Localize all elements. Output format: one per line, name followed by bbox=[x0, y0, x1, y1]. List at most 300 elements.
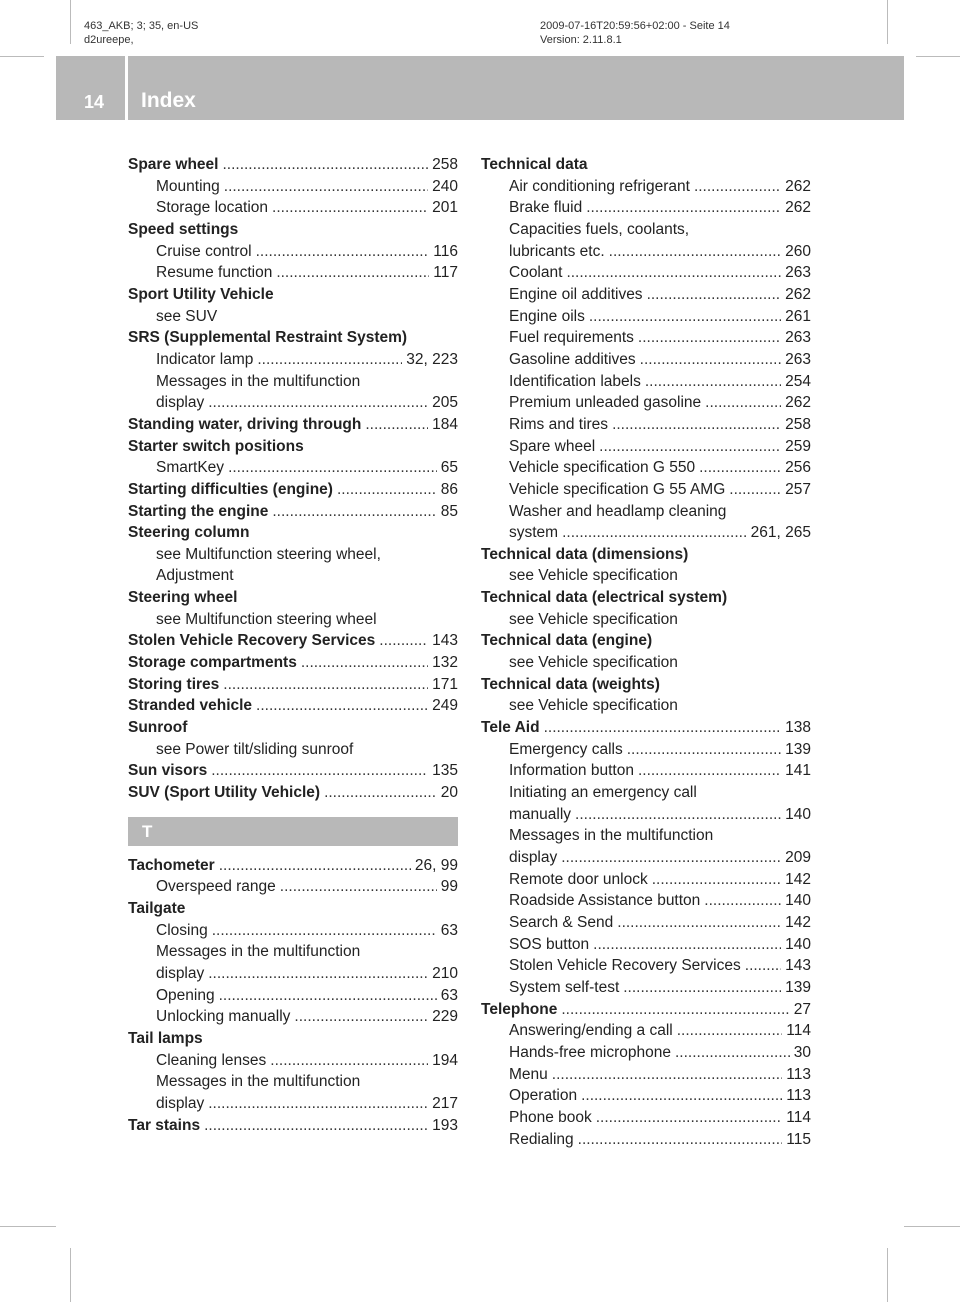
index-subentry bbox=[128, 306, 458, 328]
index-subentry bbox=[481, 1042, 811, 1064]
entry-text: Engine oils bbox=[509, 307, 585, 325]
entry-page: 210 bbox=[432, 964, 458, 982]
entry-text: Brake fluid bbox=[509, 199, 583, 217]
dot-leader bbox=[280, 876, 437, 898]
index-subentry bbox=[481, 825, 811, 847]
entry-text: Answering/ending a call bbox=[509, 1022, 673, 1040]
index-subentry bbox=[481, 695, 811, 717]
index-subentry bbox=[128, 349, 458, 371]
entry-page: 217 bbox=[432, 1094, 458, 1112]
index-subentry bbox=[481, 284, 811, 306]
entry-page: 257 bbox=[785, 480, 811, 498]
entry-text: Starting the engine bbox=[128, 502, 269, 520]
entry-text: Tailgate bbox=[128, 900, 186, 917]
entry-text: Tar stains bbox=[128, 1116, 201, 1134]
dot-leader bbox=[677, 1020, 783, 1042]
index-subentry bbox=[481, 804, 811, 826]
index-entry bbox=[128, 695, 458, 717]
dot-leader bbox=[623, 977, 781, 999]
entry-text: see Power tilt/sliding sunroof bbox=[156, 740, 354, 758]
index-subentry bbox=[128, 963, 458, 985]
entry-text: system bbox=[509, 524, 559, 542]
index-subentry bbox=[481, 436, 811, 458]
dot-leader bbox=[365, 414, 428, 436]
index-entry bbox=[128, 284, 458, 306]
dot-leader bbox=[640, 349, 781, 371]
entry-text: Storage location bbox=[156, 199, 269, 217]
index-subentry bbox=[128, 262, 458, 284]
index-subentry bbox=[128, 197, 458, 219]
entry-text: Technical data bbox=[481, 156, 588, 173]
index-subentry bbox=[481, 782, 811, 804]
index-subentry bbox=[128, 985, 458, 1007]
dot-leader bbox=[638, 327, 781, 349]
index-subentry bbox=[128, 457, 458, 479]
entry-page: 141 bbox=[785, 762, 811, 780]
entry-text: Messages in the multifunction bbox=[156, 943, 361, 961]
dot-leader bbox=[223, 674, 428, 696]
crop-mark bbox=[904, 1226, 960, 1227]
entry-page: 116 bbox=[433, 242, 458, 260]
dot-leader bbox=[586, 197, 781, 219]
dot-leader bbox=[704, 890, 781, 912]
entry-page: 99 bbox=[440, 878, 458, 896]
index-entry bbox=[128, 717, 458, 739]
index-subentry bbox=[128, 1006, 458, 1028]
entry-text: Starting difficulties (engine) bbox=[128, 480, 333, 498]
index-subentry bbox=[481, 371, 811, 393]
entry-page: 240 bbox=[432, 177, 458, 195]
entry-text: SOS button bbox=[509, 935, 590, 953]
index-subentry bbox=[128, 739, 458, 761]
index-entry bbox=[481, 674, 811, 696]
index-subentry bbox=[481, 869, 811, 891]
entry-text: Indicator lamp bbox=[156, 350, 254, 368]
entry-text: Information button bbox=[509, 762, 634, 780]
index-entry bbox=[481, 999, 811, 1021]
dot-leader bbox=[208, 1093, 428, 1115]
entry-text: Steering wheel bbox=[128, 589, 238, 607]
entry-text: Stolen Vehicle Recovery Services bbox=[128, 632, 376, 650]
index-subentry bbox=[128, 920, 458, 942]
entry-text: see SUV bbox=[156, 307, 218, 325]
index-subentry bbox=[481, 392, 811, 414]
index-subentry bbox=[128, 1093, 458, 1115]
index-entry bbox=[128, 1115, 458, 1137]
entry-text: Resume function bbox=[156, 264, 273, 282]
entry-text: see Multifunction steering wheel bbox=[156, 610, 377, 628]
index-subentry bbox=[481, 1085, 811, 1107]
entry-page: 171 bbox=[432, 675, 458, 693]
entry-page: 26, 99 bbox=[414, 856, 458, 874]
index-subentry bbox=[481, 977, 811, 999]
dot-leader bbox=[270, 1050, 428, 1072]
dot-leader bbox=[552, 1064, 783, 1086]
entry-page: 135 bbox=[432, 762, 458, 780]
dot-leader bbox=[627, 739, 781, 761]
index-entry bbox=[128, 782, 458, 804]
index-subentry bbox=[481, 652, 811, 674]
entry-text: Tele Aid bbox=[481, 719, 540, 737]
entry-page: 259 bbox=[785, 437, 811, 455]
dot-leader bbox=[617, 912, 781, 934]
section-header-t: T bbox=[128, 817, 458, 846]
page-title: Index bbox=[141, 89, 196, 112]
crop-mark bbox=[0, 56, 44, 57]
index-subentry bbox=[481, 522, 811, 544]
entry-text: Technical data (electrical system) bbox=[481, 589, 728, 607]
entry-text: Overspeed range bbox=[156, 878, 276, 896]
entry-text: display bbox=[156, 964, 205, 982]
index-entry bbox=[481, 630, 811, 652]
entry-text: Hands-free microphone bbox=[509, 1043, 671, 1061]
index-subentry bbox=[481, 1064, 811, 1086]
index-subentry bbox=[128, 876, 458, 898]
entry-page: 85 bbox=[440, 502, 458, 520]
dot-leader bbox=[257, 349, 402, 371]
dot-leader bbox=[694, 176, 781, 198]
index-subentry bbox=[481, 176, 811, 198]
dot-leader bbox=[272, 197, 428, 219]
entry-page: 86 bbox=[440, 480, 458, 498]
dot-leader bbox=[561, 999, 789, 1021]
index-subentry bbox=[481, 306, 811, 328]
index-subentry bbox=[128, 565, 458, 587]
index-subentry bbox=[481, 890, 811, 912]
dot-leader bbox=[581, 1085, 782, 1107]
entry-text: System self-test bbox=[509, 978, 620, 996]
dot-leader bbox=[272, 501, 436, 523]
index-entry bbox=[128, 436, 458, 458]
dot-leader bbox=[256, 241, 430, 263]
entry-text: see Vehicle specification bbox=[509, 654, 678, 672]
print-meta-timestamp: 2009-07-16T20:59:56+02:00 - Seite 14 bbox=[540, 20, 730, 32]
index-subentry bbox=[481, 197, 811, 219]
index-subentry bbox=[481, 934, 811, 956]
entry-text: Stolen Vehicle Recovery Services bbox=[509, 957, 741, 975]
entry-text: SmartKey bbox=[156, 459, 225, 477]
entry-text: Adjustment bbox=[156, 567, 234, 585]
entry-text: Spare wheel bbox=[128, 156, 219, 173]
dot-leader bbox=[593, 934, 781, 956]
index-subentry bbox=[481, 760, 811, 782]
entry-page: 132 bbox=[432, 654, 458, 672]
page-number: 14 bbox=[84, 92, 105, 112]
entry-page: 140 bbox=[785, 892, 811, 910]
index-entry bbox=[128, 501, 458, 523]
entry-page: 143 bbox=[785, 957, 811, 975]
dot-leader bbox=[211, 760, 428, 782]
print-meta-user: d2ureepe, bbox=[84, 34, 134, 46]
entry-text: Sun visors bbox=[128, 762, 208, 780]
index-subentry bbox=[128, 1050, 458, 1072]
index-subentry bbox=[128, 1071, 458, 1093]
entry-page: 261, 265 bbox=[750, 524, 811, 542]
entry-page: 142 bbox=[785, 913, 811, 931]
dot-leader bbox=[562, 522, 747, 544]
dot-leader bbox=[212, 920, 437, 942]
header-separator bbox=[125, 56, 128, 120]
entry-text: Spare wheel bbox=[509, 437, 596, 455]
dot-leader bbox=[745, 955, 781, 977]
dot-leader bbox=[204, 1115, 428, 1137]
entry-text: lubricants etc. bbox=[509, 242, 605, 260]
entry-page: 263 bbox=[785, 350, 811, 368]
dot-leader bbox=[705, 392, 781, 414]
dot-leader bbox=[675, 1042, 790, 1064]
entry-page: 27 bbox=[793, 1000, 811, 1018]
entry-text: Opening bbox=[156, 986, 215, 1004]
entry-page: 263 bbox=[785, 329, 811, 347]
index-subentry bbox=[128, 544, 458, 566]
entry-text: display bbox=[156, 1094, 205, 1112]
entry-text: Remote door unlock bbox=[509, 870, 648, 888]
dot-leader bbox=[699, 457, 781, 479]
crop-mark bbox=[916, 56, 960, 57]
entry-text: see Vehicle specification bbox=[509, 567, 678, 585]
entry-text: Capacities fuels, coolants, bbox=[509, 220, 690, 238]
index-subentry bbox=[481, 457, 811, 479]
entry-page: 263 bbox=[785, 264, 811, 282]
entry-text: see Multifunction steering wheel, bbox=[156, 545, 381, 563]
entry-text: Search & Send bbox=[509, 913, 614, 931]
crop-mark bbox=[70, 0, 71, 44]
entry-text: Mounting bbox=[156, 177, 220, 195]
entry-page: 209 bbox=[785, 849, 811, 866]
entry-text: Identification labels bbox=[509, 372, 641, 390]
dot-leader bbox=[219, 855, 411, 877]
entry-text: Sunroof bbox=[128, 719, 188, 737]
entry-text: display bbox=[509, 849, 558, 866]
index-subentry bbox=[481, 912, 811, 934]
index-subentry bbox=[481, 565, 811, 587]
entry-text: Closing bbox=[156, 921, 208, 939]
entry-text: Tachometer bbox=[128, 856, 215, 874]
crop-mark bbox=[887, 0, 888, 44]
entry-text: Vehicle specification G 550 bbox=[509, 459, 696, 477]
index-subentry bbox=[481, 1129, 811, 1151]
index-subentry bbox=[481, 219, 811, 241]
entry-text: Standing water, driving through bbox=[128, 415, 362, 433]
entry-text: Storage compartments bbox=[128, 654, 297, 672]
entry-page: 139 bbox=[785, 978, 811, 996]
entry-text: Cleaning lenses bbox=[156, 1051, 267, 1069]
dot-leader bbox=[609, 241, 781, 263]
entry-text: Technical data (engine) bbox=[481, 632, 653, 650]
index-subentry bbox=[481, 609, 811, 631]
entry-text: Phone book bbox=[509, 1108, 592, 1126]
entry-text: manually bbox=[509, 805, 572, 823]
entry-text: Telephone bbox=[481, 1000, 558, 1018]
entry-text: see Vehicle specification bbox=[509, 697, 678, 715]
entry-text: display bbox=[156, 394, 205, 412]
index-subentry bbox=[128, 609, 458, 631]
entry-text: Air conditioning refrigerant bbox=[509, 177, 690, 195]
entry-text: Rims and tires bbox=[509, 415, 609, 433]
index-entry bbox=[481, 717, 811, 739]
entry-text: Steering column bbox=[128, 524, 250, 542]
index-subentry bbox=[481, 739, 811, 761]
entry-page: 249 bbox=[432, 697, 458, 715]
entry-text: Messages in the multifunction bbox=[156, 372, 361, 390]
entry-text: see Vehicle specification bbox=[509, 610, 678, 628]
entry-text: Unlocking manually bbox=[156, 1008, 291, 1026]
entry-text: Stranded vehicle bbox=[128, 697, 253, 715]
entry-text: Messages in the multifunction bbox=[156, 1073, 361, 1091]
entry-page: 114 bbox=[786, 1022, 811, 1040]
entry-page: 184 bbox=[432, 415, 458, 433]
dot-leader bbox=[599, 436, 781, 458]
entry-page: 262 bbox=[785, 177, 811, 195]
entry-text: Sport Utility Vehicle bbox=[128, 285, 274, 303]
entry-text: Fuel requirements bbox=[509, 329, 634, 347]
dot-leader bbox=[337, 479, 437, 501]
index-entry bbox=[481, 544, 811, 566]
entry-page: 262 bbox=[785, 394, 811, 412]
dot-leader bbox=[324, 782, 437, 804]
index-entry bbox=[128, 327, 458, 349]
index-entry bbox=[128, 898, 458, 920]
index-subentry bbox=[128, 392, 458, 414]
index-subentry bbox=[481, 1107, 811, 1129]
entry-page: 113 bbox=[786, 1087, 811, 1105]
entry-text: Roadside Assistance button bbox=[509, 892, 701, 910]
entry-page: 262 bbox=[785, 199, 811, 217]
index-entry bbox=[128, 1028, 458, 1050]
index-entry bbox=[128, 674, 458, 696]
entry-text: Redialing bbox=[509, 1130, 574, 1148]
index-subentry bbox=[128, 941, 458, 963]
entry-text: Coolant bbox=[509, 264, 563, 282]
dot-leader bbox=[729, 479, 781, 501]
entry-text: Starter switch positions bbox=[128, 437, 304, 455]
index-entry bbox=[481, 587, 811, 609]
index-entry bbox=[128, 154, 458, 176]
entry-text: Initiating an emergency call bbox=[509, 784, 697, 802]
entry-text: Vehicle specification G 55 AMG bbox=[509, 480, 726, 498]
entry-page: 193 bbox=[432, 1116, 458, 1134]
index-entry bbox=[128, 522, 458, 544]
dot-leader bbox=[647, 284, 782, 306]
dot-leader bbox=[612, 414, 781, 436]
entry-text: Tail lamps bbox=[128, 1029, 203, 1047]
index-subentry bbox=[128, 371, 458, 393]
dot-leader bbox=[208, 392, 428, 414]
print-meta-left bbox=[84, 19, 198, 47]
entry-page: 258 bbox=[785, 415, 811, 433]
entry-text: Messages in the multifunction bbox=[509, 827, 714, 845]
entry-page: 117 bbox=[433, 264, 458, 282]
dot-leader bbox=[222, 154, 428, 176]
index-subentry bbox=[481, 241, 811, 263]
entry-page: 205 bbox=[432, 394, 458, 412]
entry-page: 261 bbox=[785, 307, 811, 325]
entry-page: 260 bbox=[785, 242, 811, 260]
entry-page: 254 bbox=[785, 372, 811, 390]
entry-text: Premium unleaded gasoline bbox=[509, 394, 702, 412]
index-column-right bbox=[481, 154, 811, 1150]
dot-leader bbox=[566, 262, 781, 284]
index-subentry bbox=[128, 241, 458, 263]
index-entry bbox=[128, 855, 458, 877]
entry-page: 65 bbox=[440, 459, 458, 477]
index-subentry bbox=[481, 327, 811, 349]
index-subentry bbox=[481, 262, 811, 284]
dot-leader bbox=[301, 652, 428, 674]
entry-text: SUV (Sport Utility Vehicle) bbox=[128, 784, 321, 802]
index-subentry bbox=[481, 349, 811, 371]
dot-leader bbox=[589, 306, 781, 328]
entry-text: Washer and headlamp cleaning bbox=[509, 502, 727, 520]
entry-page: 30 bbox=[793, 1043, 811, 1061]
entry-page: 229 bbox=[432, 1008, 458, 1026]
dot-leader bbox=[208, 963, 428, 985]
print-meta-version: Version: 2.11.8.1 bbox=[540, 34, 622, 46]
dot-leader bbox=[578, 1129, 783, 1151]
print-meta-right bbox=[540, 19, 730, 47]
index-entry bbox=[128, 630, 458, 652]
dot-leader bbox=[294, 1006, 428, 1028]
entry-page: 138 bbox=[785, 719, 811, 737]
entry-page: 140 bbox=[785, 935, 811, 953]
index-entry bbox=[128, 587, 458, 609]
entry-page: 20 bbox=[440, 784, 458, 802]
index-entry bbox=[128, 414, 458, 436]
index-subentry bbox=[481, 414, 811, 436]
index-entry bbox=[128, 760, 458, 782]
entry-text: Cruise control bbox=[156, 242, 252, 260]
entry-page: 256 bbox=[785, 459, 811, 477]
dot-leader bbox=[575, 804, 781, 826]
dot-leader bbox=[652, 869, 781, 891]
index-entry bbox=[128, 219, 458, 241]
crop-mark bbox=[0, 1226, 56, 1227]
crop-mark bbox=[887, 1248, 888, 1302]
entry-page: 32, 223 bbox=[406, 350, 458, 368]
index-column-left bbox=[128, 154, 458, 1136]
dot-leader bbox=[224, 176, 428, 198]
dot-leader bbox=[638, 760, 781, 782]
entry-page: 262 bbox=[785, 285, 811, 303]
entry-text: Engine oil additives bbox=[509, 285, 643, 303]
entry-page: 63 bbox=[440, 921, 458, 939]
dot-leader bbox=[645, 371, 781, 393]
entry-text: Operation bbox=[509, 1087, 578, 1105]
dot-leader bbox=[256, 695, 428, 717]
index-subentry bbox=[128, 176, 458, 198]
entry-page: 139 bbox=[785, 740, 811, 758]
dot-leader bbox=[544, 717, 782, 739]
dot-leader bbox=[228, 457, 437, 479]
entry-text: Menu bbox=[509, 1065, 548, 1083]
dot-leader bbox=[561, 847, 781, 869]
index-subentry bbox=[481, 479, 811, 501]
entry-page: 113 bbox=[786, 1065, 811, 1083]
print-meta-job: 463_AKB; 3; 35, en-US bbox=[84, 20, 199, 32]
entry-page: 140 bbox=[785, 805, 811, 823]
index-entry bbox=[128, 652, 458, 674]
index-subentry bbox=[481, 1020, 811, 1042]
entry-page: 63 bbox=[440, 986, 458, 1004]
dot-leader bbox=[379, 630, 428, 652]
dot-leader bbox=[596, 1107, 783, 1129]
entry-text: Technical data (dimensions) bbox=[481, 545, 689, 563]
crop-mark bbox=[70, 1248, 71, 1302]
index-subentry bbox=[481, 501, 811, 523]
entry-page: 143 bbox=[432, 632, 458, 650]
index-subentry bbox=[481, 955, 811, 977]
dot-leader bbox=[219, 985, 437, 1007]
